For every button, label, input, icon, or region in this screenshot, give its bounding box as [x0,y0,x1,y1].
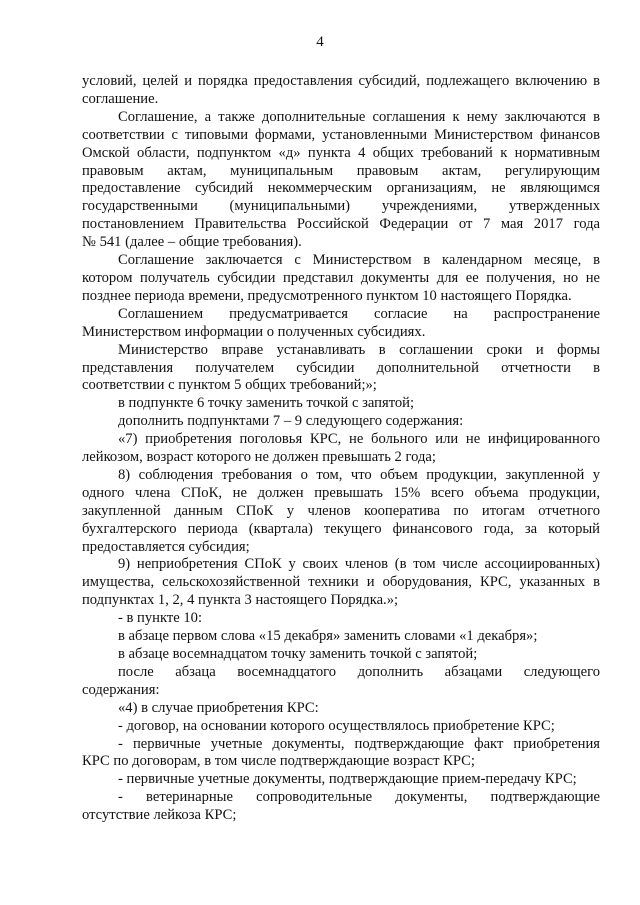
text-line: Соглашением предусматривается согласие на распространение [118,305,600,322]
text-line: закупленной данным СПоК у членов кооператива по итогам отчетного [82,502,600,519]
text-line: содержания: [82,681,160,698]
page-number: 4 [316,34,324,50]
text-line: - ветеринарные сопроводительные документы, подтверждающие [118,789,600,806]
text-line: одного члена СПоК, не должен превышать 15% всего объема продукции, [82,484,600,501]
text-line: после абзаца восемнадцатого дополнить абзацами следующего [118,663,600,680]
text-line: в подпункте 6 точку заменить точкой с запятой; [118,395,415,412]
text-line: в абзаце восемнадцатом точку заменить точкой с запятой; [118,646,478,662]
text-line: - первичные учетные документы, подтверждающие прием-передачу КРС; [118,771,577,788]
text-line: «4) в случае приобретения КРС: [118,699,319,716]
text-line: - в пункте 10: [118,610,203,627]
text-line: «7) приобретения поголовья КРС, не больного или не инфицированного [118,431,600,448]
text-line: бухгалтерского периода (квартала) текущего финансового года, за который [82,520,600,537]
text-line: котором получатель субсидии представил документы для ее получения, но не [82,269,600,286]
text-line: имущества, сельскохозяйственной техники и оборудования, КРС, указанных в [82,574,600,591]
document-body [82,73,600,825]
text-line: Омской области, подпунктом «д» пункта 4 общих требований к нормативным [82,144,600,161]
text-line: соглашение. [82,90,159,107]
text-line: 9) неприобретения СПоК у своих членов (в том числе ассоциированных) [118,556,600,573]
text-line: условий, целей и порядка предоставления субсидий, подлежащего включению в [82,73,600,89]
text-line: 8) соблюдения требования о том, что объем продукции, закупленной у [118,466,600,483]
text-line: соответствии с пунктом 5 общих требований;»; [82,377,377,394]
text-line: - первичные учетные документы, подтверждающие факт приобретения [118,735,600,752]
text-line: дополнить подпунктами 7 – 9 следующего содержания: [118,413,464,430]
text-line: Соглашение, а также дополнительные соглашения к нему заключаются в [118,108,600,125]
text-line: государственными (муниципальными) учреждениями, утвержденных [82,198,600,215]
text-line: соответствии с типовыми формами, установленными Министерством финансов [82,126,600,143]
text-line: правовым актам, муниципальным правовым актам, регулирующим [82,162,600,179]
text-line: Соглашение заключается с Министерством в календарном месяце, в [118,252,600,269]
text-line: - договор, на основании которого осуществлялось приобретение КРС; [118,717,555,734]
text-line: Министерством информации о полученных субсидиях. [82,323,426,340]
text-line: представления получателем субсидии дополнительной отчетности в [82,359,600,376]
text-line: лейкозом, возраст которого не должен превышать 2 года; [82,449,436,466]
text-line: позднее периода времени, предусмотренного пунктом 10 настоящего Порядка. [82,287,572,304]
text-line: Министерство вправе устанавливать в соглашении сроки и формы [118,341,600,358]
text-line: постановлением Правительства Российской Федерации от 7 мая 2017 года [82,216,600,233]
text-line: в абзаце первом слова «15 декабря» заменить словами «1 декабря»; [118,628,538,645]
text-line: предоставляется субсидия; [82,538,250,555]
text-line: отсутствие лейкоза КРС; [82,807,237,824]
text-line: предоставление субсидий некоммерческим организациям, не являющимся [82,180,600,197]
text-line: КРС по договорам, в том числе подтверждающие возраст КРС; [82,753,475,770]
text-line: подпунктах 1, 2, 4 пункта 3 настоящего Порядка.»; [82,592,399,609]
text-line: № 541 (далее – общие требования). [82,234,302,251]
